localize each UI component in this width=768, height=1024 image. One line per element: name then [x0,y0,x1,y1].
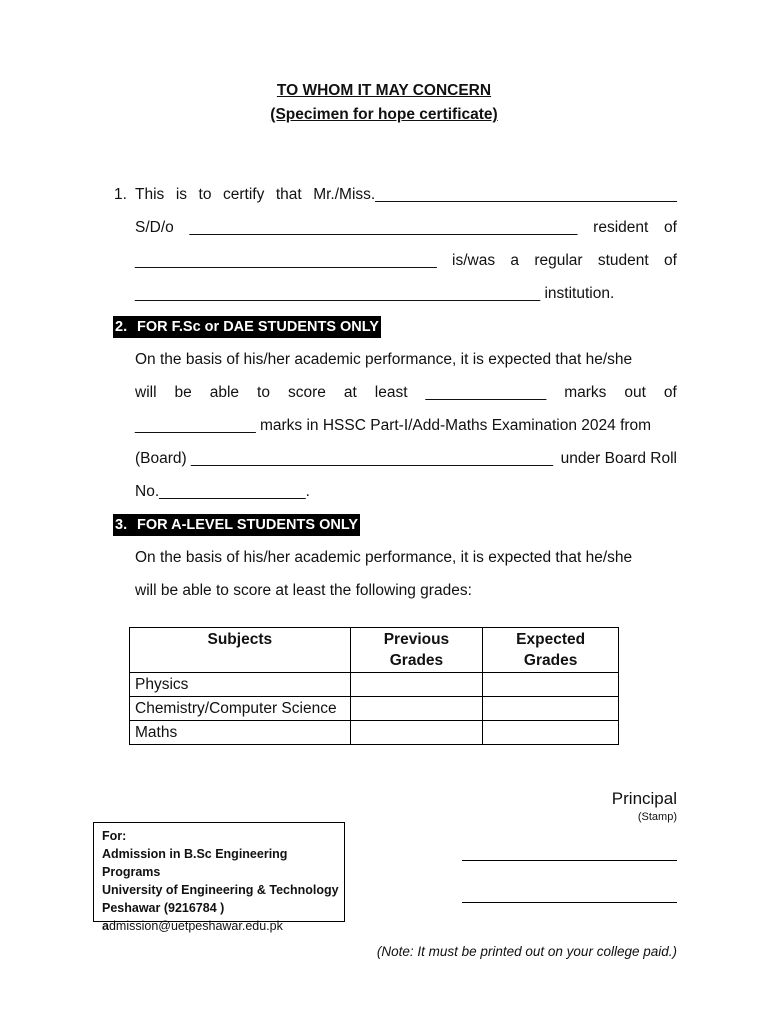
table-cell [350,697,483,721]
table-cell [350,673,483,697]
item-1-line-4: _______________________________________________ institution. [135,285,615,302]
word: of [663,384,677,401]
word: least [374,384,408,401]
word: marks [564,384,607,401]
word: under Board Roll [560,450,677,467]
table-cell [483,673,619,697]
contact-line: Peshawar (9216784 ) [102,901,225,915]
contact-line: Admission in B.Sc Engineering Programs [102,847,288,879]
word: out [624,384,646,401]
table-cell [350,721,483,745]
section-2-line-4 [135,442,677,475]
section-3-number: 3. [115,517,128,533]
section-2-heading-text: FOR F.Sc or DAE STUDENTS ONLY [137,319,379,335]
table-header-row [130,628,619,673]
word: student [597,252,649,269]
item-1-line-3 [135,244,677,277]
footer-note: (Note: It must be printed out on your college paid.) [376,944,677,959]
contact-email [102,917,344,935]
word: is/was [452,252,496,269]
grades-table [129,627,619,745]
word: score [287,384,326,401]
word: regular [534,252,583,269]
word: to [257,384,270,401]
item-1-line-2 [135,211,677,244]
name-blank: Mr./Miss.___________________________________ [313,186,677,203]
word: at [343,384,357,401]
board-blank: (Board) __________________________________________ [135,450,554,467]
marks-blank: ______________ [425,384,547,401]
word: a [510,252,520,269]
word: resident [593,219,649,236]
word: able [209,384,240,401]
residence-blank: ___________________________________ [135,252,437,269]
word: be [174,384,192,401]
signature-line [462,902,677,904]
email-rest: dmission@uetpeshawar.edu.pk [108,919,283,933]
word: certify [222,186,265,203]
word: that [275,186,302,203]
table-header: Expected Grades [483,628,619,673]
contact-for: For: [102,829,127,843]
section-3-line-1: On the basis of his/her academic performance, it is expected that he/she [135,549,633,566]
section-2-number: 2. [115,319,128,335]
table-cell [483,697,619,721]
section-2-heading [113,316,381,338]
word: of [664,252,677,269]
table-header: Subjects [130,628,351,673]
table-row [130,697,619,721]
section-3-line-2: will be able to score at least the following grades: [135,582,472,599]
table-row [130,721,619,745]
section-3-heading-text: FOR A-LEVEL STUDENTS ONLY [137,517,359,533]
table-cell: Physics [130,673,351,697]
contact-box [93,822,345,933]
email-initial: a [102,919,109,933]
word: S/D/o [135,219,174,236]
section-2-line-1: On the basis of his/her academic performance, it is expected that he/she [135,351,633,368]
section-2-line-3: ______________ marks in HSSC Part-I/Add-Maths Examination 2024 from [135,417,652,434]
section-2-line-2 [135,376,677,409]
item-1-line-1 [135,178,677,211]
table-cell: Maths [130,721,351,745]
word: This [135,186,165,203]
word: is [175,186,188,203]
item-1-number: 1. [114,186,127,203]
page-title: TO WHOM IT MAY CONCERN [276,82,492,99]
page-subtitle: (Specimen for hope certificate) [270,106,498,123]
signature-line [462,860,677,862]
contact-line: University of Engineering & Technology [102,883,339,897]
parent-blank: _____________________________________________ [189,219,578,236]
table-cell: Chemistry/Computer Science [130,697,351,721]
word: will [135,384,157,401]
word: to [198,186,212,203]
principal-label: Principal [611,789,677,808]
stamp-label: (Stamp) [637,811,677,823]
table-header: Previous Grades [350,628,483,673]
word: of [664,219,677,236]
table-cell [483,721,619,745]
section-3-heading [113,514,360,536]
table-row [130,673,619,697]
section-2-line-5: No._________________. [135,483,310,500]
